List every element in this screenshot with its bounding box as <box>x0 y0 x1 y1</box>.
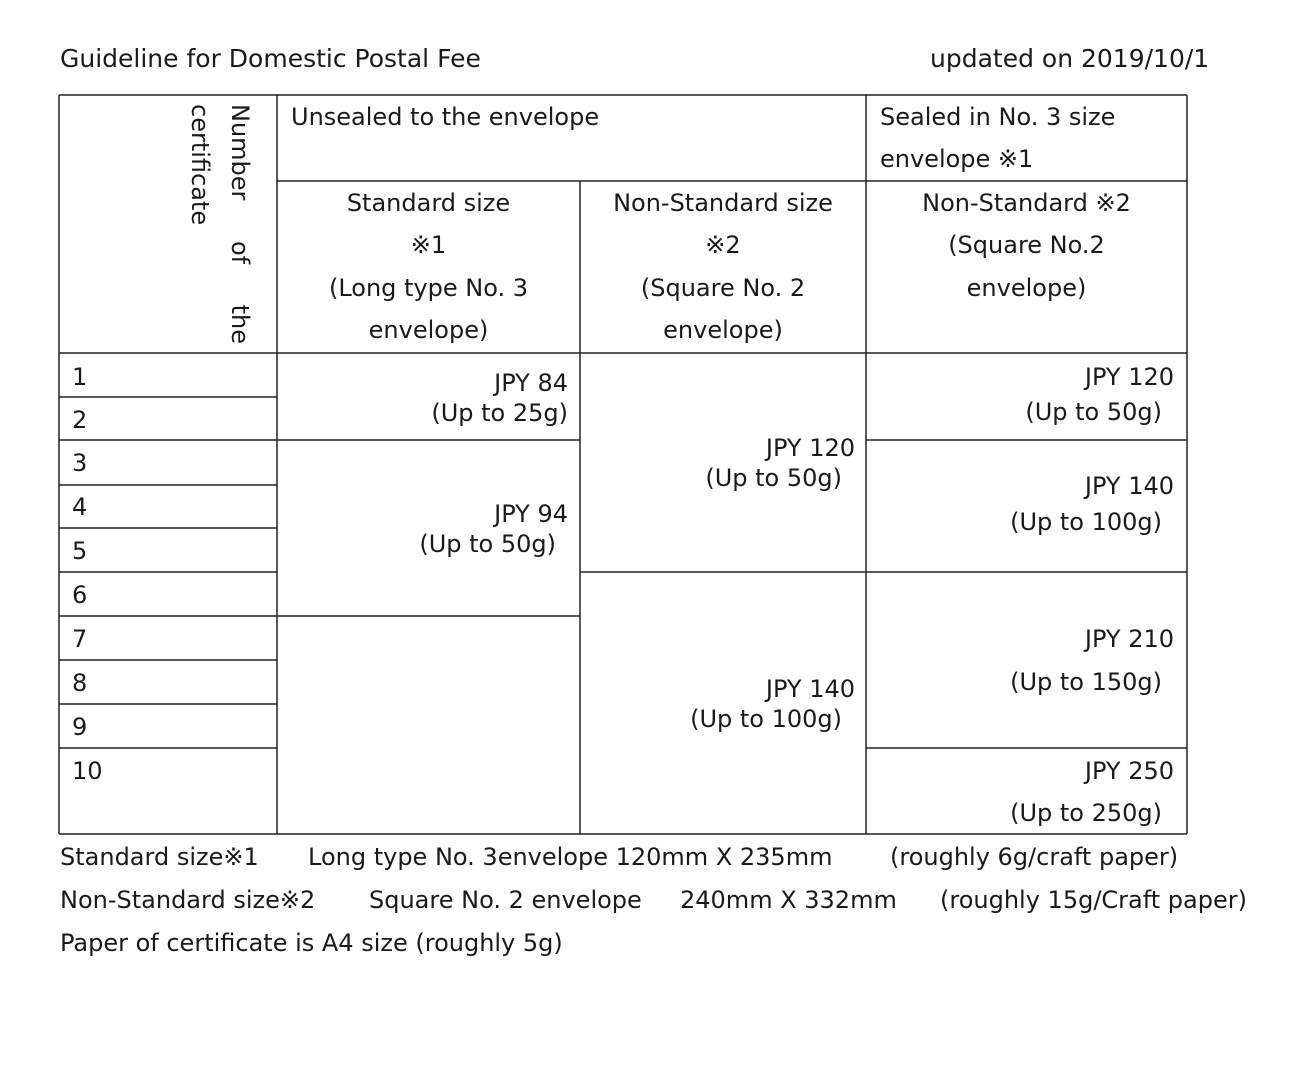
group-sealed-line2: envelope ※1 <box>880 145 1034 173</box>
fee-weight: (Up to 150g) <box>1010 668 1162 696</box>
row-number: 3 <box>72 449 88 477</box>
note1-label: Standard size※1 <box>60 843 259 871</box>
note2-desc: Square No. 2 envelope <box>369 886 642 914</box>
fee-weight: (Up to 50g) <box>419 530 556 558</box>
col-standard-line2: ※1 <box>410 231 447 259</box>
page-title: Guideline for Domestic Postal Fee <box>60 44 481 73</box>
note2-label: Non-Standard size※2 <box>60 886 316 914</box>
row-number: 6 <box>72 581 88 609</box>
fee-weight: (Up to 25g) <box>431 399 568 427</box>
col-standard-line1: Standard size <box>346 189 511 217</box>
group-unsealed: Unsealed to the envelope <box>291 103 600 131</box>
fee-price: JPY 94 <box>494 500 568 528</box>
fee-weight: (Up to 50g) <box>705 464 842 492</box>
col-standard-line3: (Long type No. 3 <box>328 274 529 302</box>
fee-price: JPY 140 <box>1084 472 1174 500</box>
note1-weight: (roughly 6g/craft paper) <box>890 843 1179 871</box>
col-sealed-line3: envelope) <box>966 274 1087 302</box>
row-number: 7 <box>72 625 88 653</box>
col-standard-line4: envelope) <box>368 316 489 344</box>
fee-price: JPY 210 <box>1084 625 1174 653</box>
fee-price: JPY 120 <box>765 434 855 462</box>
col-sealed-line2: (Square No.2 <box>948 231 1105 259</box>
corner-label: Number of the certificate <box>186 104 254 344</box>
row-number: 2 <box>72 406 88 434</box>
note2-weight: (roughly 15g/Craft paper) <box>940 886 1247 914</box>
row-number: 4 <box>72 493 88 521</box>
fee-price: JPY 120 <box>1084 363 1174 391</box>
note1-desc: Long type No. 3envelope 120mm X 235mm <box>308 843 833 871</box>
note2-size: 240mm X 332mm <box>680 886 897 914</box>
fee-weight: (Up to 250g) <box>1010 799 1162 827</box>
group-sealed-line1: Sealed in No. 3 size <box>880 103 1116 131</box>
row-number: 5 <box>72 537 88 565</box>
row-number: 1 <box>72 363 88 391</box>
row-number: 10 <box>72 757 103 785</box>
col-nonstandard-line1: Non-Standard size <box>613 189 833 217</box>
note3: Paper of certificate is A4 size (roughly 5g) <box>60 929 563 957</box>
row-number: 9 <box>72 713 88 741</box>
updated-date: updated on 2019/10/1 <box>930 44 1210 73</box>
fee-price: JPY 84 <box>494 369 568 397</box>
fee-weight: (Up to 100g) <box>1010 508 1162 536</box>
fee-price: JPY 140 <box>765 675 855 703</box>
fee-weight: (Up to 50g) <box>1025 398 1162 426</box>
col-nonstandard-line3: (Square No. 2 <box>640 274 806 302</box>
col-nonstandard-line4: envelope) <box>663 316 783 344</box>
fee-weight: (Up to 100g) <box>690 705 842 733</box>
row-number: 8 <box>72 669 88 697</box>
col-nonstandard-line2: ※2 <box>705 231 741 259</box>
fee-price: JPY 250 <box>1084 757 1174 785</box>
col-sealed-line1: Non-Standard ※2 <box>922 189 1131 217</box>
